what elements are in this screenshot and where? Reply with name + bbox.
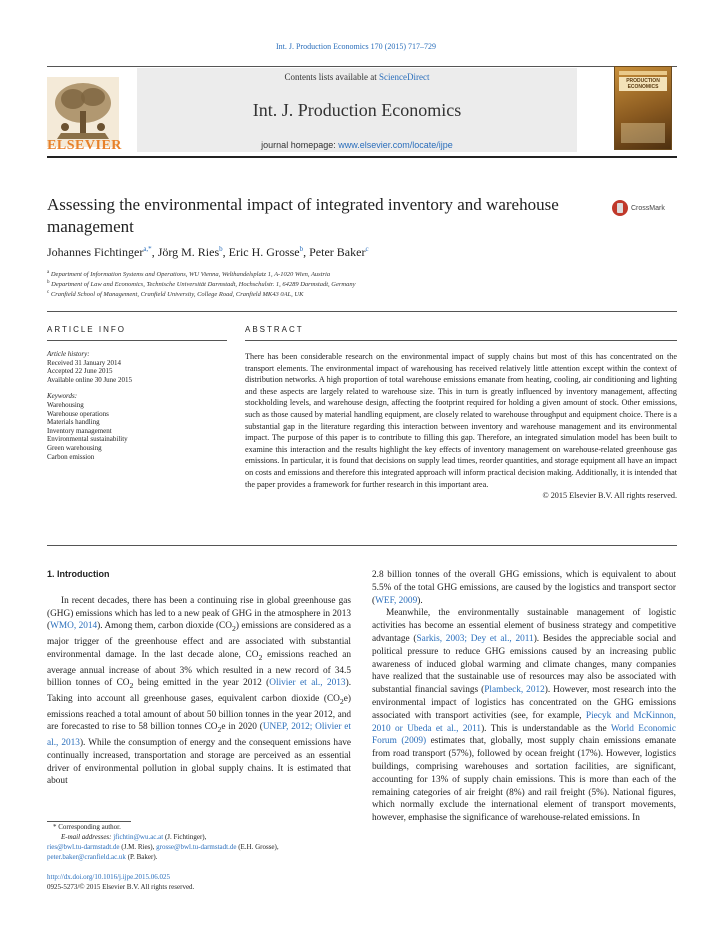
email-owner: (J. Fichtinger), [163,833,207,841]
keyword-item: Inventory management [47,426,112,435]
author-name: Johannes Fichtinger [47,245,144,259]
homepage-prefix: journal homepage: [261,140,336,150]
online-date: Available online 30 June 2015 [47,375,133,384]
subscript: 2 [339,696,344,706]
citation-link[interactable]: World Economic Forum (2009) [372,723,676,747]
elsevier-wordmark: ELSEVIER [47,138,122,153]
cover-title: PRODUCTION ECONOMICS [619,77,667,91]
text-run: ). However, most research into the environmental impact of logistics has concentrated on the GHG emissions associated with transport activities (see, for example, [372,685,676,721]
email-link[interactable]: ries@bwl.tu-darmstadt.de [47,843,120,851]
text-run: ) emissions are considered as a major trigger of the greenhouse effect and are associated with substantial environmental damage. In the last decade alone, CO [47,621,351,660]
subscript: 2 [231,624,236,634]
subscript: 2 [217,725,222,735]
author-name: Eric H. Grosse [228,245,300,259]
affiliation-text: Department of Law and Economics, Technische Universität Darmstadt, Hochschulstr. 1, 64289 Darmstadt, Germany [51,281,356,289]
author-affiliation-sup[interactable]: b [219,245,223,253]
affiliation-sup: b [47,280,50,285]
keyword-item: Green warehousing [47,443,102,452]
text-run: ). This is understandable as the [481,723,611,734]
contents-line [137,72,577,82]
intro-paragraph-1 [47,595,351,788]
crossmark-badge[interactable] [612,200,665,216]
journal-reference[interactable]: Int. J. Production Economics 170 (2015) 717–729 [276,42,436,51]
received-date: Received 31 January 2014 [47,358,122,367]
email-addresses [47,832,367,842]
abstract-heading: ABSTRACT [245,325,304,334]
abstract-body [245,351,677,502]
doi-link[interactable]: http://dx.doi.org/10.1016/j.ijpe.2015.06.025 [47,873,170,881]
footnotes [47,822,367,862]
article-title: Assessing the environmental impact of integrated inventory and warehouse management [47,195,559,236]
subscript: 2 [258,652,263,662]
crossmark-icon [612,200,628,216]
author-separator: , [222,245,229,259]
article-info-heading: ARTICLE INFO [47,325,126,334]
journal-homepage-line [137,140,577,150]
keywords-label: Keywords: [47,392,78,401]
email-label: E-mail addresses: [61,833,112,841]
intro-paragraph-1-continued [372,569,676,607]
abstract-copyright: © 2015 Elsevier B.V. All rights reserved. [542,491,677,501]
author-name: Jörg M. Ries [157,245,220,259]
author-list [47,245,667,260]
text-run: being emitted in the year 2012 ( [133,678,270,689]
citation-link[interactable]: Olivier et al., 2013 [269,678,346,689]
email-link[interactable]: jfichtin@wu.ac.at [113,833,164,841]
author-affiliation-sup[interactable]: c [365,245,369,253]
header-separator-rule [47,311,677,312]
text-run: emissions reached an average annual increase of about 3% which resulted in a new record of 34.5 billion tonnes of CO [47,649,352,689]
author-affiliation-sup[interactable]: b [299,245,304,253]
abstract-rule [245,340,677,341]
keyword-item: Environmental sustainability [47,435,128,444]
keyword-item: Warehousing [47,400,84,409]
text-run: ). While the consumption of energy and the consequent emissions have continually increased, transportation and storage are perceived as an essential driver of environmental pollution in global supply chains. It is estimated that about [47,738,351,787]
citation-link[interactable]: UNEP, 2012; Olivier et al., 2013 [47,722,351,749]
author-affiliation-sup[interactable]: a,* [143,245,152,253]
keyword-item: Materials handling [47,418,100,427]
intro-paragraph-2 [372,607,676,825]
sciencedirect-link[interactable]: ScienceDirect [379,72,430,82]
text-run: ). Besides the appreciable social and political pressure to reduce GHG emissions caused by an increasing public awareness of induced global warming and climate changes, many companies have realized that the sustainable use of resources may also be associated with substantial financial savings ( [372,633,676,696]
affiliation-c [47,288,667,299]
masthead-bottom-rule [47,156,677,158]
author-separator: , [151,245,158,259]
email-addresses-line-3 [47,852,367,862]
email-owner: (P. Baker). [125,853,158,861]
journal-homepage-link[interactable]: www.elsevier.com/locate/ijpe [338,140,453,150]
body-left-column [47,568,351,788]
history-label: Article history: [47,350,90,358]
masthead-box [137,68,577,152]
text-run: 2.8 billion tonnes of the overall GHG emissions, which is equivalent to about 5.5% of the total GHG emissions, are caused by the logistics and transport sector ( [372,570,676,606]
keyword-item: Warehouse operations [47,409,109,418]
text-run: ). Among them, carbon dioxide (CO [97,621,232,632]
subscript: 2 [129,681,134,691]
citation-link[interactable]: Plambeck, 2012 [484,685,545,696]
keyword-item: Carbon emission [47,452,95,461]
citation-link[interactable]: WMO, 2014 [50,621,98,632]
email-link[interactable]: peter.baker@cranfield.ac.uk [47,853,126,861]
author-separator: , [303,245,310,259]
author-name: Peter Baker [309,245,366,259]
email-owner: (J.M. Ries), [119,843,157,851]
text-run: Meanwhile, the environmentally sustainable management of logistic activities has become an essential element of business strategy and competitive advantage ( [372,608,676,644]
cover-bottom-panel [621,123,665,143]
journal-name: Int. J. Production Economics [252,100,462,120]
cover-top-bar [619,71,667,75]
text-run: In recent decades, there has been a continuing rise in global greenhouse gas (GHG) emissions which has led to a new peak of GHG in the atmosphere in 2013 ( [47,595,351,632]
text-run: estimates that, globally, most supply chain emissions emanate from road transport (57%), followed by ocean freight (17%). However, logistics buildings, comprising warehouses and sortation facilities, are significant, accounting for 13% of supply chain emissions. This is more than each of the remaining categories of air freight (8%) and rail freight (5%). National figures, which normally exclude the international element of transport movements, however, emphasise the significance of warehouse-related emissions. In [372,736,677,824]
issn-copyright: 0925-5273/© 2015 Elsevier B.V. All rights reserved. [47,883,195,891]
body-right-column [372,569,676,825]
doi-block [47,872,367,892]
article-info-rule [47,340,227,341]
affiliation-text: Cranfield School of Management, Cranfield University, College Road, Cranfield MK43 0AL, UK [50,291,304,299]
accepted-date: Accepted 22 June 2015 [47,367,113,376]
citation-link[interactable]: Sarkis, 2003; Dey et al., 2011 [416,633,534,644]
email-owner: (E.H. Grosse), [236,843,279,851]
citation-link[interactable]: Piecyk and McKinnon, 2010 or Ubeda et al., 2011 [372,710,677,734]
masthead-top-rule [47,66,677,67]
corresponding-author-note: * Corresponding author. [53,823,121,831]
journal-masthead [47,62,677,158]
contents-prefix: Contents lists available at [284,72,377,82]
abstract-text: There has been considerable research on the environmental impact of supply chains but most of this has concentrated on the transport elements. The environmental impact of warehousing has received relatively little attention except within the context of distribution networks. A high proportion of total warehouse emissions emanate from heating, cooling, air conditioning and lighting and these aspects are largely related to warehouse size. This in turn is greatly influenced by inventory management, affecting stockholding levels, and warehouse design, affecting the footprint required for holding a given amount of stock. Other emissions, such as those caused by material handling equipment, are closely related to warehouse throughput and equipment choice. There is a substantial gap in the literature regarding this interaction between inventory and warehouse management and its environmental impact. The purpose of this paper is to contribute to filling this gap. Therefore, an integrated simulation model has been built to examine this interaction and the results highlight the key effects of inventory management on warehouse-related greenhouse gas emissions. In particular, it is found that decisions on supply lead times, reorder quantities, and storage equipment all have an impact on costs and emissions and therefore this integrated approach will inform practical decision making. Additionally, it is intended that the paper provides a framework for further research in this important area. [245,352,677,489]
affiliation-sup: c [47,290,50,295]
email-link[interactable]: grosse@bwl.tu-darmstadt.de [156,843,237,851]
journal-cover-thumbnail [614,66,672,150]
article-info [47,350,227,461]
text-run: ). [417,595,423,606]
affiliation-sup: a [47,270,50,275]
citation-link[interactable]: WEF, 2009 [375,595,418,606]
introduction-heading: 1. Introduction [47,569,110,579]
abstract-bottom-rule [47,545,677,546]
text-run: e) emissions reached a total amount of about 50 billion tonnes in the year 2012, and are forecasted to rise to 58 billion tonnes CO [47,693,351,733]
text-run: ). Taking into account all greenhouse gases, equivalent carbon dioxide (CO [47,678,352,704]
affiliation-text: Department of Information Systems and Operations, WU Vienna, Welthandelsplatz 1, A-1020 Wien, Austria [50,271,331,279]
crossmark-label: CrossMark [631,204,665,212]
text-run: e in 2020 ( [221,722,263,733]
email-addresses-line-2 [47,842,367,852]
